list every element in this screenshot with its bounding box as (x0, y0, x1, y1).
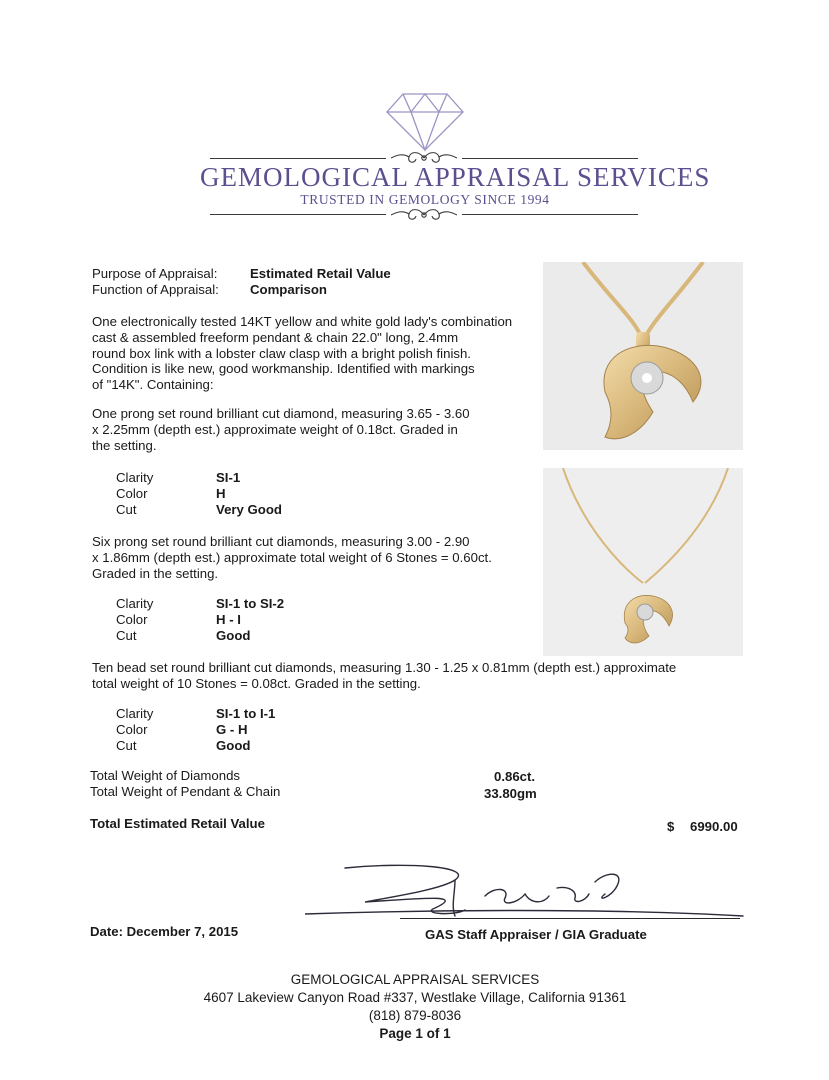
total-retail-value: 6990.00 (690, 819, 738, 834)
purpose-label: Purpose of Appraisal: (92, 266, 218, 281)
header-rule-bottom-left (210, 214, 386, 215)
function-value: Comparison (250, 282, 327, 297)
grade-value: G - H (216, 722, 248, 737)
stone-description (92, 534, 492, 581)
pendant-chain-photo (543, 468, 743, 656)
purpose-value: Estimated Retail Value (250, 266, 391, 281)
grade-label: Clarity (116, 706, 154, 721)
grade-value: Good (216, 628, 251, 643)
stone-line: the setting. (92, 437, 157, 453)
stone-line: Ten bead set round brilliant cut diamonds, measuring 1.30 - 1.25 x 0.81mm (depth est.) approximate (92, 660, 677, 675)
currency-symbol: $ (667, 819, 675, 834)
total-retail-label: Total Estimated Retail Value (90, 816, 265, 831)
page-number: Page 1 of 1 (379, 1026, 451, 1041)
stone-description (92, 406, 470, 453)
grade-label: Color (116, 722, 148, 737)
description-line: Condition is like new, good workmanship. Identified with markings (92, 361, 475, 377)
total-pendant-value: 33.80gm (484, 786, 537, 801)
grade-label: Clarity (116, 470, 154, 485)
total-diamonds-label: Total Weight of Diamonds (90, 768, 241, 783)
grade-value: SI-1 to SI-2 (216, 596, 285, 611)
grade-value: SI-1 (216, 470, 241, 485)
appraisal-date: Date: December 7, 2015 (90, 924, 239, 939)
header-rule-bottom-right (462, 214, 638, 215)
description-line: One electronically tested 14KT yellow and white gold lady's combination (92, 314, 513, 329)
stone-line: x 1.86mm (depth est.) approximate total weight of 6 Stones = 0.60ct. (92, 549, 492, 565)
header-rule-top-left (210, 158, 386, 159)
grade-label: Color (116, 612, 148, 627)
stone-line: x 2.25mm (depth est.) approximate weight of 0.18ct. Graded in (92, 421, 458, 437)
footer-address: 4607 Lakeview Canyon Road #337, Westlake Village, California 91361 (203, 990, 627, 1005)
grade-label: Cut (116, 502, 137, 517)
grade-value: H (216, 486, 226, 501)
stone-description (92, 660, 676, 692)
scroll-ornament-icon (389, 206, 459, 224)
signature-line (400, 918, 740, 919)
stone-line: Graded in the setting. (92, 565, 219, 581)
function-label: Function of Appraisal: (92, 282, 219, 297)
description-line: of "14K". Containing: (92, 377, 214, 393)
header-rule-top-right (462, 158, 638, 159)
description-line: cast & assembled freeform pendant & chain 22.0" long, 2.4mm (92, 329, 459, 345)
stone-line: Six prong set round brilliant cut diamonds, measuring 3.00 - 2.90 (92, 534, 470, 549)
total-diamonds-value: 0.86ct. (494, 769, 536, 784)
appraiser-title: GAS Staff Appraiser / GIA Graduate (425, 927, 647, 942)
company-tagline: TRUSTED IN GEMOLOGY SINCE 1994 (300, 192, 550, 207)
description-line: round box link with a lobster claw clasp with a bright polish finish. (92, 345, 471, 361)
grade-value: Very Good (216, 502, 282, 517)
diamond-logo-icon (385, 92, 465, 152)
total-pendant-label: Total Weight of Pendant & Chain (90, 784, 281, 799)
footer-phone: (818) 879-8036 (368, 1008, 462, 1023)
company-name: GEMOLOGICAL APPRAISAL SERVICES (200, 162, 711, 192)
grade-label: Cut (116, 628, 137, 643)
stone-line: One prong set round brilliant cut diamond, measuring 3.65 - 3.60 (92, 406, 470, 421)
grade-label: Clarity (116, 596, 154, 611)
pendant-closeup-photo (543, 262, 743, 450)
item-description (92, 314, 512, 393)
grade-label: Cut (116, 738, 137, 753)
footer-company: GEMOLOGICAL APPRAISAL SERVICES (290, 972, 540, 987)
grade-value: Good (216, 738, 251, 753)
stone-line: total weight of 10 Stones = 0.08ct. Graded in the setting. (92, 675, 421, 691)
grade-value: SI-1 to I-1 (216, 706, 276, 721)
grade-label: Color (116, 486, 148, 501)
grade-value: H - I (216, 612, 241, 627)
